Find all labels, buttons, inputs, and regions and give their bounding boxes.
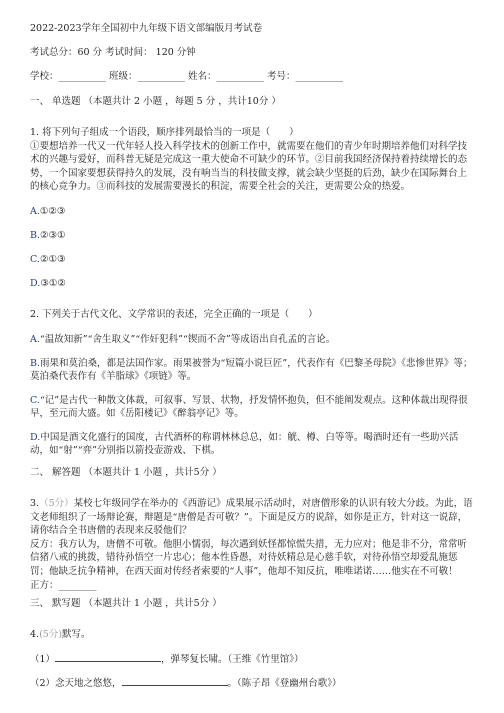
question-1-stem: 1. 将下列句子组成一个语段，顺序排列最恰当的一项是（ ） bbox=[30, 127, 299, 138]
student-info-line: 学校：__________ 班级：__________ 姓名：__________ 考号：__________ bbox=[30, 71, 344, 82]
fill-blank[interactable] bbox=[122, 676, 228, 686]
question-4-stem bbox=[30, 628, 474, 642]
option-b[interactable] bbox=[30, 229, 474, 242]
question-2-stem: 2. 下列关于古代文化、文学常识的表述，完全正确的一项是（ ） bbox=[30, 308, 318, 320]
question-3-passage: 反方：我方认为，唐僧不可敬。他胆小懦弱，每次遇到妖怪都惊慌失措，无力应对；他是非不分，常常听信猪八戒的挑拨，错待孙悟空一片忠心；他本性昏愚，对待妖精总是心慈手软，对待孙悟空却爱乱施惩罚；他缺乏抗争精神，在西天面对传经者索要的“人事”，他却不知反抗，唯唯诺诺……他实在不可敬！ bbox=[30, 538, 468, 578]
exam-title: 2022-2023学年全国初中九年级下语文部编版月考试卷 bbox=[30, 23, 263, 34]
option-d[interactable] bbox=[30, 277, 474, 290]
question-text: 某校七年级同学在举办的《西游记》成果展示活动时，对唐僧形象的认识有较大分歧。为此，语文老师组织了一场辩论赛，辩题是“唐僧是否可敬？”。下面是反方的说辞，如你是正方，针对这一说辞，请你结合全书唐僧的表现来反驳他们？ bbox=[30, 498, 473, 537]
option-a[interactable] bbox=[30, 333, 474, 346]
question-2 bbox=[30, 308, 474, 457]
dictation-item-1 bbox=[30, 652, 474, 666]
option-letter: A. bbox=[30, 205, 40, 217]
option-text: 中国是酒文化盛行的国度，古代酒杯的称谓林林总总，如：觥、樽、白等等。喝酒时还有一些助兴活动，如“射”“弈”分别指以箭投壶游戏、下棋。 bbox=[30, 431, 459, 456]
option-letter: C. bbox=[30, 253, 40, 265]
option-text: “温故知新”“舍生取义”“作奸犯科”“锲而不舍”等成语出自孔孟的言论。 bbox=[39, 333, 336, 345]
item-suffix: 。（陈子昂《登幽州台歌》） bbox=[227, 677, 342, 689]
option-c[interactable] bbox=[30, 394, 474, 420]
option-letter: C. bbox=[30, 394, 40, 406]
option-text: ③①② bbox=[40, 277, 66, 289]
answer-line[interactable]: 正方：________ bbox=[30, 579, 97, 591]
item-suffix: ，弹琴复长啸。（王维《竹里馆》） bbox=[161, 653, 304, 665]
dictation-item-2 bbox=[30, 676, 474, 690]
section-heading-answer: 二、 解答题 （本题共计 1 小题 ，共计5分 ） bbox=[30, 467, 222, 479]
option-letter: D. bbox=[30, 431, 41, 443]
item-prefix: （1） bbox=[30, 653, 56, 665]
option-letter: B. bbox=[30, 229, 41, 241]
option-a[interactable] bbox=[30, 205, 474, 218]
option-b[interactable] bbox=[30, 357, 474, 383]
question-4 bbox=[30, 628, 474, 690]
option-letter: B. bbox=[30, 357, 41, 369]
question-text: 默写。 bbox=[62, 629, 91, 641]
question-number: 3. bbox=[30, 498, 40, 510]
option-text: ②①③ bbox=[39, 253, 66, 265]
question-score: (5分) bbox=[39, 629, 63, 641]
option-text: “记”是古代一种散文体裁，可叙事、写景、状物，抒发情怀抱负，但不能阐发观点。这种体裁出现得很早，至元而大盛。如《岳阳楼记》《醉翁亭记》等。 bbox=[30, 394, 468, 419]
option-c[interactable] bbox=[30, 253, 474, 266]
option-text: ②③① bbox=[40, 229, 66, 241]
option-letter: A. bbox=[30, 333, 40, 345]
question-3-stem bbox=[30, 497, 474, 538]
question-number: 4. bbox=[30, 629, 40, 641]
question-3 bbox=[30, 497, 474, 592]
item-prefix: （2）念天地之悠悠， bbox=[30, 677, 122, 689]
option-text: ①②③ bbox=[39, 205, 66, 217]
option-d[interactable] bbox=[30, 431, 474, 457]
option-letter: D. bbox=[30, 277, 41, 289]
fill-blank[interactable] bbox=[55, 652, 161, 662]
exam-info: 考试总分：60 分 考试时间： 120 分钟 bbox=[30, 47, 196, 58]
question-score: （5分） bbox=[39, 498, 74, 510]
option-text: 雨果和莫泊桑，都是法国作家。雨果被誉为“短篇小说巨匠”，代表作有《巴黎圣母院》《悲惨世界》等；莫泊桑代表作有《羊脂球》《项链》等。 bbox=[30, 357, 473, 382]
section-heading-dictation: 三、 默写题 （本题共计 1 小题 ，共计5分 ） bbox=[30, 598, 222, 610]
question-1 bbox=[30, 126, 474, 290]
question-1-passage: ①要想培养一代又一代年轻人投入科学技术的创新工作中，就需要在他们的青少年时期培养他们对科学技术的兴趣与爱好，而科普无疑是完成这一重大使命不可缺少的环节。②目前我国经济保持着持续增长的态势，一个国家要想获得持久的发展，没有响当当的科技做支撑，就会缺少坚挺的后劲，缺少在国际舞台上的核心竞争力。③而科技的发展需要漫长的积淀，需要全社会的关注，更需要公众的热爱。 bbox=[30, 140, 468, 193]
section-heading-single-choice: 一、 单选题 （本题共计 2 小题 ，每题 5 分 ，共计10分 ） bbox=[30, 96, 281, 107]
